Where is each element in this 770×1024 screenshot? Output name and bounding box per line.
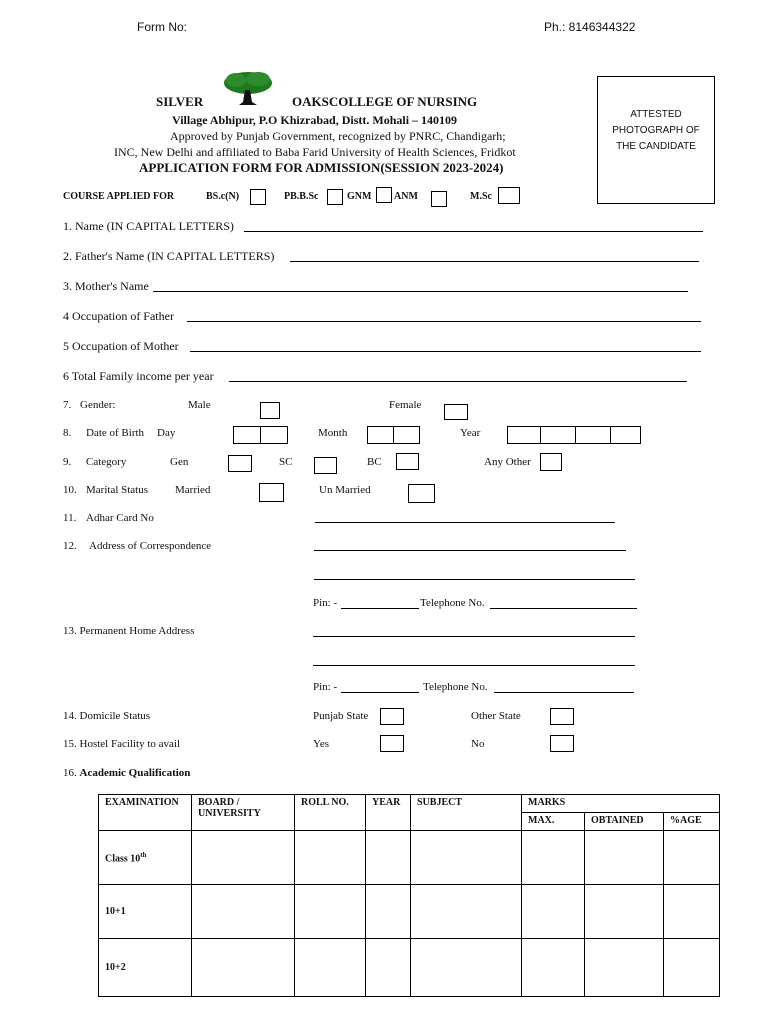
- address-line-1[interactable]: [314, 550, 626, 551]
- family-income-input-line[interactable]: [229, 381, 687, 382]
- header-percentage: %AGE: [664, 813, 720, 831]
- marital-label: Marital Status: [86, 484, 149, 496]
- cell-class10-year[interactable]: [366, 831, 411, 885]
- cell-12-year[interactable]: [366, 939, 411, 997]
- hostel-yes-checkbox[interactable]: [380, 735, 404, 752]
- dob-day-label: Day: [157, 427, 176, 439]
- college-name-right: OAKSCOLLEGE OF NURSING: [292, 94, 478, 109]
- category-other-label: Any Other: [484, 456, 531, 468]
- course-option-gnm: GNM: [347, 191, 372, 202]
- category-label: Category: [86, 456, 127, 468]
- academic-table: [98, 794, 720, 997]
- name-label: 1. Name (IN CAPITAL LETTERS): [63, 219, 234, 233]
- dob-label: Date of Birth: [86, 427, 145, 439]
- course-option-msc: M.Sc: [470, 191, 492, 202]
- permanent-pin-label: Pin: -: [313, 681, 338, 693]
- course-checkbox-pbbsc[interactable]: [327, 189, 343, 205]
- permanent-pin-input[interactable]: [341, 692, 419, 693]
- father-name-input-line[interactable]: [290, 261, 699, 262]
- cell-12-subject[interactable]: [411, 939, 522, 997]
- photo-box-line-1: ATTESTED: [630, 109, 682, 120]
- college-address: Village Abhipur, P.O Khizrabad, Distt. Mohali – 140109: [172, 113, 458, 127]
- photo-box-line-3: THE CANDIDATE: [616, 141, 696, 152]
- address-label: Address of Correspondence: [89, 540, 212, 552]
- approval-line-2: INC, New Delhi and affiliated to Baba Farid University of Health Sciences, Fridkot: [114, 145, 516, 159]
- permanent-address-line-1[interactable]: [313, 636, 635, 637]
- academic-number: 16.: [63, 767, 77, 779]
- academic-heading: [63, 767, 190, 779]
- course-option-pbbsc: PB.B.Sc: [284, 191, 319, 202]
- family-income-label: 6 Total Family income per year: [63, 369, 214, 383]
- row-label-11: 10+1: [99, 885, 192, 939]
- approval-line-1: Approved by Punjab Government, recognized by PNRC, Chandigarh;: [170, 129, 506, 143]
- name-input-line[interactable]: [244, 231, 703, 232]
- cell-class10-pct[interactable]: [664, 831, 720, 885]
- header-year: YEAR: [366, 795, 411, 831]
- address-pin-label: Pin: -: [313, 597, 338, 609]
- course-checkbox-gnm[interactable]: [376, 187, 392, 203]
- father-occupation-label: 4 Occupation of Father: [63, 309, 174, 323]
- row-label-class10: [99, 831, 192, 885]
- gender-female-checkbox[interactable]: [444, 404, 468, 420]
- address-tel-input[interactable]: [490, 608, 637, 609]
- gender-male-checkbox[interactable]: [260, 402, 280, 419]
- cell-11-max[interactable]: [522, 885, 585, 939]
- course-checkbox-msc[interactable]: [498, 187, 520, 204]
- cell-11-pct[interactable]: [664, 885, 720, 939]
- course-option-anm: ANM: [394, 191, 418, 202]
- cell-11-year[interactable]: [366, 885, 411, 939]
- photo-box: [597, 76, 715, 204]
- adhar-label: Adhar Card No: [86, 512, 154, 524]
- dob-month-label: Month: [318, 427, 348, 439]
- category-sc-label: SC: [279, 456, 293, 468]
- marital-married-checkbox[interactable]: [259, 483, 284, 502]
- cell-11-board[interactable]: [192, 885, 295, 939]
- category-gen-label: Gen: [170, 456, 189, 468]
- hostel-no-checkbox[interactable]: [550, 735, 574, 752]
- category-bc-label: BC: [367, 456, 382, 468]
- course-checkbox-bsc[interactable]: [250, 189, 266, 205]
- mother-occupation-label: 5 Occupation of Mother: [63, 339, 179, 353]
- dob-month-box-1[interactable]: [367, 426, 394, 444]
- marital-number: 10.: [63, 484, 77, 496]
- header-max: MAX.: [522, 813, 585, 831]
- adhar-input-line[interactable]: [315, 522, 615, 523]
- phone-number: Ph.: 8146344322: [544, 20, 636, 34]
- marital-unmarried-label: Un Married: [319, 484, 371, 496]
- college-name-left: SILVER: [156, 94, 204, 109]
- mother-name-label: 3. Mother's Name: [63, 279, 149, 293]
- cell-12-roll[interactable]: [295, 939, 366, 997]
- cell-12-max[interactable]: [522, 939, 585, 997]
- address-line-2[interactable]: [314, 579, 635, 580]
- marital-unmarried-checkbox[interactable]: [408, 484, 435, 503]
- dob-day-box-2[interactable]: [260, 426, 288, 444]
- cell-12-board[interactable]: [192, 939, 295, 997]
- college-logo-tree: [222, 70, 274, 106]
- domicile-label: 14. Domicile Status: [63, 710, 151, 722]
- mother-occupation-input-line[interactable]: [190, 351, 701, 352]
- permanent-tel-label: Telephone No.: [423, 681, 488, 693]
- row-label-class10-sup: th: [140, 850, 147, 859]
- dob-number: 8.: [63, 427, 72, 439]
- cell-class10-subject[interactable]: [411, 831, 522, 885]
- header-marks: MARKS: [522, 795, 720, 813]
- header-roll: ROLL NO.: [295, 795, 366, 831]
- address-tel-label: Telephone No.: [420, 597, 485, 609]
- course-option-bsc: BS.c(N): [206, 191, 240, 202]
- domicile-other-checkbox[interactable]: [550, 708, 574, 725]
- domicile-punjab-checkbox[interactable]: [380, 708, 404, 725]
- cell-11-roll[interactable]: [295, 885, 366, 939]
- gender-female-label: Female: [389, 399, 422, 411]
- hostel-yes-label: Yes: [313, 738, 330, 750]
- header-subject: SUBJECT: [411, 795, 522, 831]
- father-occupation-input-line[interactable]: [187, 321, 701, 322]
- dob-year-box-4[interactable]: [610, 426, 641, 444]
- cell-11-obtained[interactable]: [585, 885, 664, 939]
- photo-box-line-2: PHOTOGRAPH OF: [612, 125, 700, 136]
- hostel-label: 15. Hostel Facility to avail: [63, 738, 181, 750]
- category-gen-checkbox[interactable]: [228, 455, 252, 472]
- domicile-punjab-label: Punjab State: [313, 710, 369, 722]
- adhar-number: 11.: [63, 512, 77, 524]
- cell-12-pct[interactable]: [664, 939, 720, 997]
- permanent-tel-input[interactable]: [494, 692, 634, 693]
- header-examination: EXAMINATION: [99, 795, 192, 831]
- cell-11-subject[interactable]: [411, 885, 522, 939]
- form-number-label: Form No:: [137, 20, 188, 34]
- permanent-address-line-2[interactable]: [313, 665, 635, 666]
- cell-class10-roll[interactable]: [295, 831, 366, 885]
- cell-12-obtained[interactable]: [585, 939, 664, 997]
- row-label-12: 10+2: [99, 939, 192, 997]
- category-number: 9.: [63, 456, 72, 468]
- cell-class10-obtained[interactable]: [585, 831, 664, 885]
- dob-year-box-2[interactable]: [540, 426, 576, 444]
- header-board: BOARD / UNIVERSITY: [192, 795, 295, 831]
- form-title: APPLICATION FORM FOR ADMISSION(SESSION 2023-2024): [139, 160, 504, 175]
- academic-label: Academic Qualification: [79, 767, 191, 779]
- gender-number: 7.: [63, 399, 72, 411]
- cell-class10-board[interactable]: [192, 831, 295, 885]
- gender-label: Gender:: [80, 399, 116, 411]
- dob-year-label: Year: [460, 427, 481, 439]
- dob-year-box-3[interactable]: [575, 426, 611, 444]
- category-sc-checkbox[interactable]: [314, 457, 337, 474]
- cell-class10-max[interactable]: [522, 831, 585, 885]
- hostel-no-label: No: [471, 738, 485, 750]
- header-obtained: OBTAINED: [585, 813, 664, 831]
- gender-male-label: Male: [188, 399, 211, 411]
- category-bc-checkbox[interactable]: [396, 453, 419, 470]
- marital-married-label: Married: [175, 484, 211, 496]
- address-number: 12.: [63, 540, 77, 552]
- address-pin-input[interactable]: [341, 608, 419, 609]
- course-checkbox-anm[interactable]: [431, 191, 447, 207]
- mother-name-input-line[interactable]: [153, 291, 688, 292]
- course-applied-label: COURSE APPLIED FOR: [63, 191, 175, 202]
- category-other-checkbox[interactable]: [540, 453, 562, 471]
- dob-day-box-1[interactable]: [233, 426, 261, 444]
- permanent-address-label: 13. Permanent Home Address: [63, 625, 195, 637]
- father-name-label: 2. Father's Name (IN CAPITAL LETTERS): [63, 249, 275, 263]
- domicile-other-label: Other State: [471, 710, 521, 722]
- dob-year-box-1[interactable]: [507, 426, 541, 444]
- dob-month-box-2[interactable]: [393, 426, 420, 444]
- row-label-class10-text: Class 10: [105, 853, 141, 865]
